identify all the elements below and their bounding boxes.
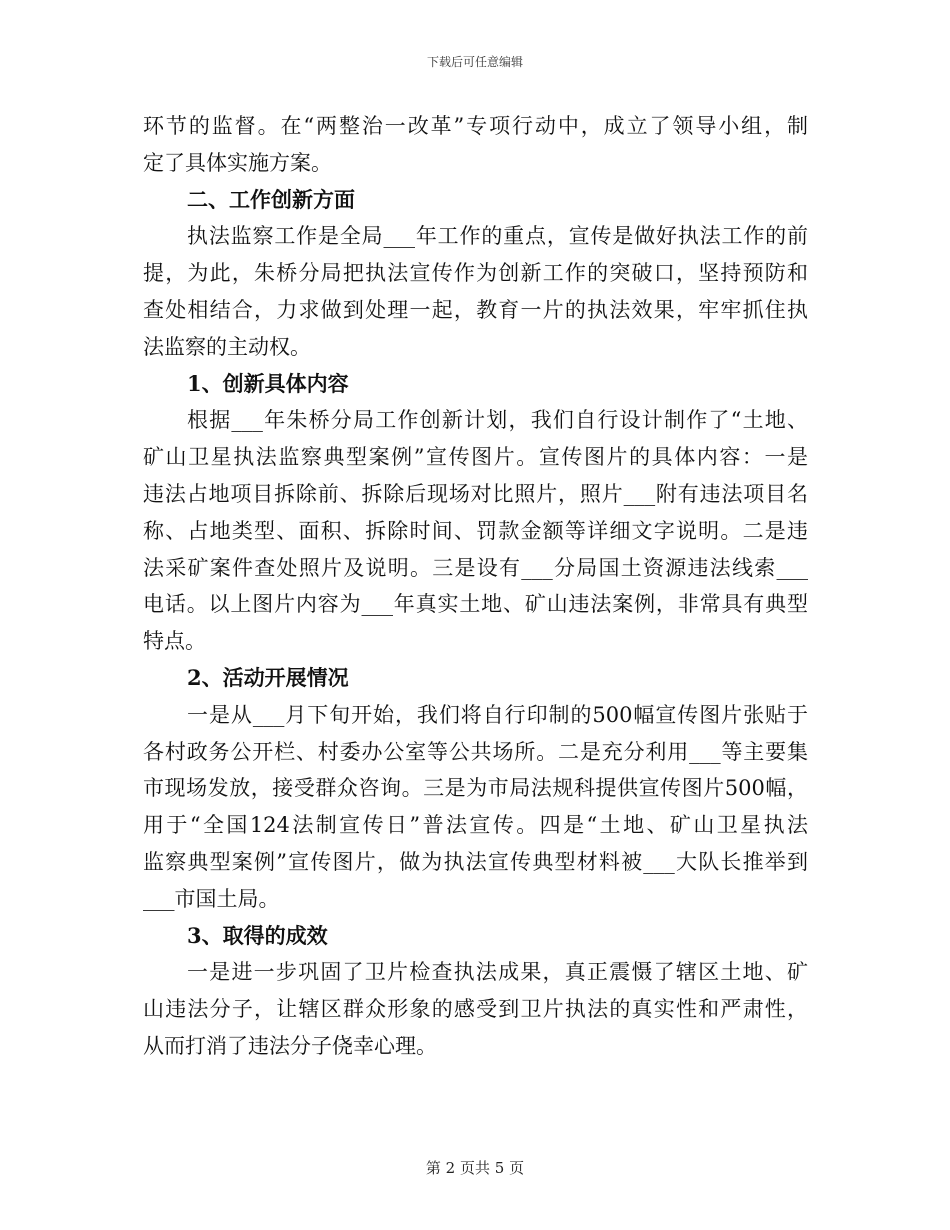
- page-header: 下载后可任意编辑: [426, 55, 523, 69]
- body-line: 定了具体实施方案。: [143, 150, 332, 175]
- section-heading: 二、工作创新方面: [187, 186, 355, 212]
- body-line: 各村政务公开栏、村委办公室等公共场所。二是充分利用___等主要集: [143, 739, 808, 764]
- body-line: 环节的监督。在“两整治一改革”专项行动中，成立了领导小组，制: [143, 114, 808, 138]
- body-line: 一是从___月下旬开始，我们将自行印制的500幅宣传图片张贴于: [187, 702, 808, 727]
- document-body: [143, 108, 808, 1065]
- body-line: 监察典型案例”宣传图片，做为执法宣传典型材料被___大队长推举到: [143, 849, 808, 874]
- body-line: 从而打消了违法分子侥幸心理。: [143, 1033, 437, 1058]
- body-line: 矿山卫星执法监察典型案例”宣传图片。宣传图片的具体内容：一是: [143, 445, 808, 470]
- body-line: 执法监察工作是全局___年工作的重点，宣传是做好执法工作的前: [187, 224, 808, 249]
- body-line: 法监察的主动权。: [143, 334, 311, 359]
- body-line: 电话。以上图片内容为___年真实土地、矿山违法案例，非常具有典型: [143, 592, 808, 617]
- body-line: 山违法分子，让辖区群众形象的感受到卫片执法的真实性和严肃性，: [143, 997, 808, 1022]
- subsection-heading: 3、取得的成效: [187, 922, 328, 948]
- body-line: 特点。: [143, 629, 206, 654]
- body-line: 查处相结合，力求做到处理一起，教育一片的执法效果，牢牢抓住执: [143, 297, 808, 322]
- body-line: 市现场发放，接受群众咨询。三是为市局法规科提供宣传图片500幅，: [143, 776, 808, 801]
- subsection-heading: 2、活动开展情况: [187, 664, 349, 690]
- body-line: 称、占地类型、面积、拆除时间、罚款金额等详细文字说明。二是违: [143, 518, 808, 543]
- body-line: 法采矿案件查处照片及说明。三是设有___分局国土资源违法线索___: [143, 555, 808, 580]
- subsection-heading: 1、创新具体内容: [187, 370, 349, 396]
- body-line: ___市国土局。: [143, 886, 280, 911]
- body-line: 提，为此，朱桥分局把执法宣传作为创新工作的突破口，坚持预防和: [143, 261, 808, 286]
- page-footer: 第 2 页共 5 页: [425, 1159, 525, 1177]
- body-line: 违法占地项目拆除前、拆除后现场对比照片，照片___附有违法项目名: [143, 481, 808, 506]
- body-line: 用于“全国124法制宣传日”普法宣传。四是“土地、矿山卫星执法: [143, 813, 808, 838]
- body-line: 根据___年朱桥分局工作创新计划，我们自行设计制作了“土地、: [187, 408, 808, 433]
- body-line: 一是进一步巩固了卫片检查执法成果，真正震慑了辖区土地、矿: [187, 960, 808, 985]
